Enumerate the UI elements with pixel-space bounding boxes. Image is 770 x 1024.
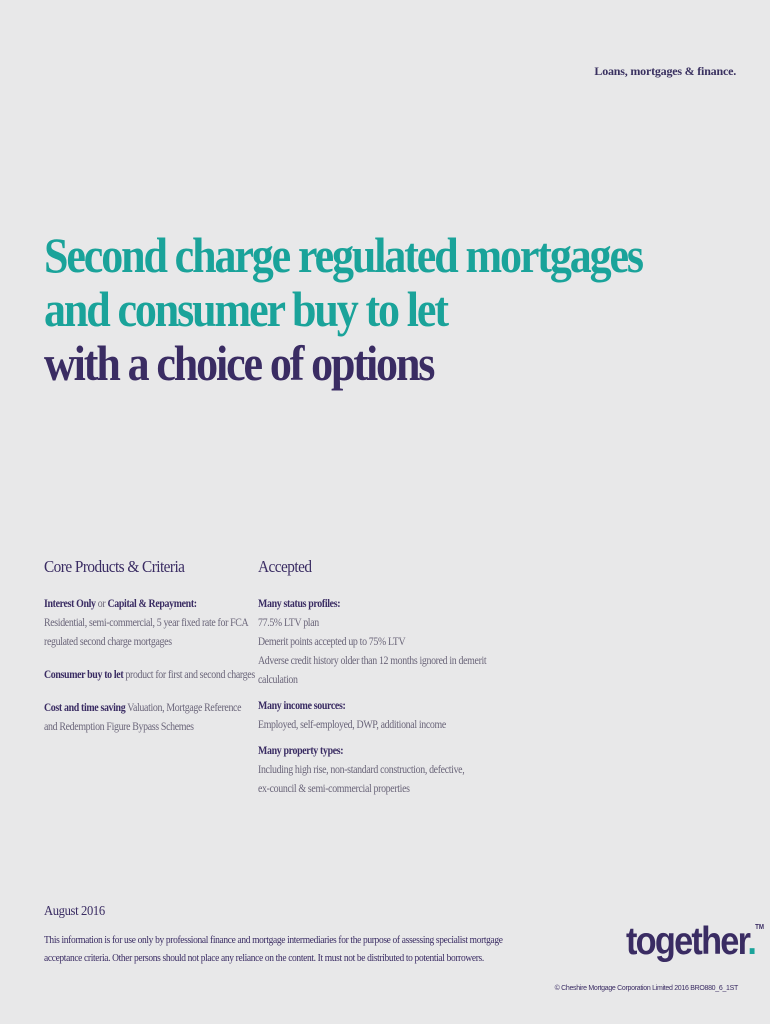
accepted-column: [258, 557, 488, 806]
cost-saving-item: [44, 699, 276, 737]
status-profiles-line-1: 77.5% LTV plan: [258, 617, 319, 629]
publication-date: August 2016: [44, 904, 105, 919]
copyright-notice: © Cheshire Mortgage Corporation Limited 2016 BRO880_6_1ST: [554, 985, 738, 992]
logo-wordmark: together: [626, 920, 748, 963]
income-sources-line-1: Employed, self-employed, DWP, additional income: [258, 719, 446, 731]
interest-only-label: Interest Only: [44, 598, 96, 610]
income-sources-label: Many income sources:: [258, 700, 346, 712]
property-types-line-2: ex-council & semi-commercial properties: [258, 783, 410, 795]
consumer-btl-detail: product for first and second charges: [123, 669, 255, 681]
core-products-column: [44, 557, 255, 751]
property-types-item: [258, 742, 490, 799]
status-profiles-item: [258, 595, 490, 690]
tagline: Loans, mortgages & finance.: [594, 64, 736, 78]
trademark-mark: TM: [755, 924, 764, 931]
status-profiles-line-2: Demerit points accepted up to 75% LTV: [258, 636, 406, 648]
headline-line-2: and consumer buy to let: [44, 281, 447, 337]
consumer-btl-item: [44, 666, 276, 685]
status-profiles-line-4: calculation: [258, 674, 298, 686]
status-profiles-line-3: Adverse credit history older than 12 months ignored in demerit: [258, 655, 487, 667]
disclaimer-line-2: acceptance criteria. Other persons should not place any reliance on the content. It must not be distributed to potential borrowers.: [44, 952, 484, 964]
property-types-line-1: Including high rise, non-standard construction, defective,: [258, 764, 465, 776]
capital-repayment-label: Capital & Repayment:: [107, 598, 197, 610]
status-profiles-label: Many status profiles:: [258, 598, 341, 610]
core-products-heading: Core Products & Criteria: [44, 557, 185, 576]
consumer-btl-label: Consumer buy to let: [44, 669, 124, 681]
logo-dot: .: [747, 920, 756, 963]
interest-options-detail-1: Residential, semi-commercial, 5 year fixed rate for FCA: [44, 617, 249, 629]
disclaimer-line-1: This information is for use only by professional finance and mortgage intermediaries for the purpose of assessing specialist mortgage: [44, 934, 503, 946]
property-types-label: Many property types:: [258, 745, 344, 757]
income-sources-item: [258, 697, 490, 735]
interest-options-item: Interest Only or Capital & Repayment: Residential, semi-commercial, 5 year fixed rate for FCA regulated second charge mortgages: [44, 595, 276, 652]
together-logo: [626, 920, 764, 964]
interest-options-detail-2: regulated second charge mortgages: [44, 636, 172, 648]
headline-line-3: with a choice of options: [44, 335, 434, 391]
cost-saving-detail-2: and Redemption Figure Bypass Schemes: [44, 721, 194, 733]
cost-saving-detail-1: Valuation, Mortgage Reference: [125, 702, 242, 714]
headline-line-1: Second charge regulated mortgages: [44, 227, 642, 283]
cost-saving-label: Cost and time saving: [44, 702, 126, 714]
headline: [44, 228, 660, 390]
disclaimer: [44, 931, 508, 967]
accepted-heading: Accepted: [258, 557, 312, 576]
